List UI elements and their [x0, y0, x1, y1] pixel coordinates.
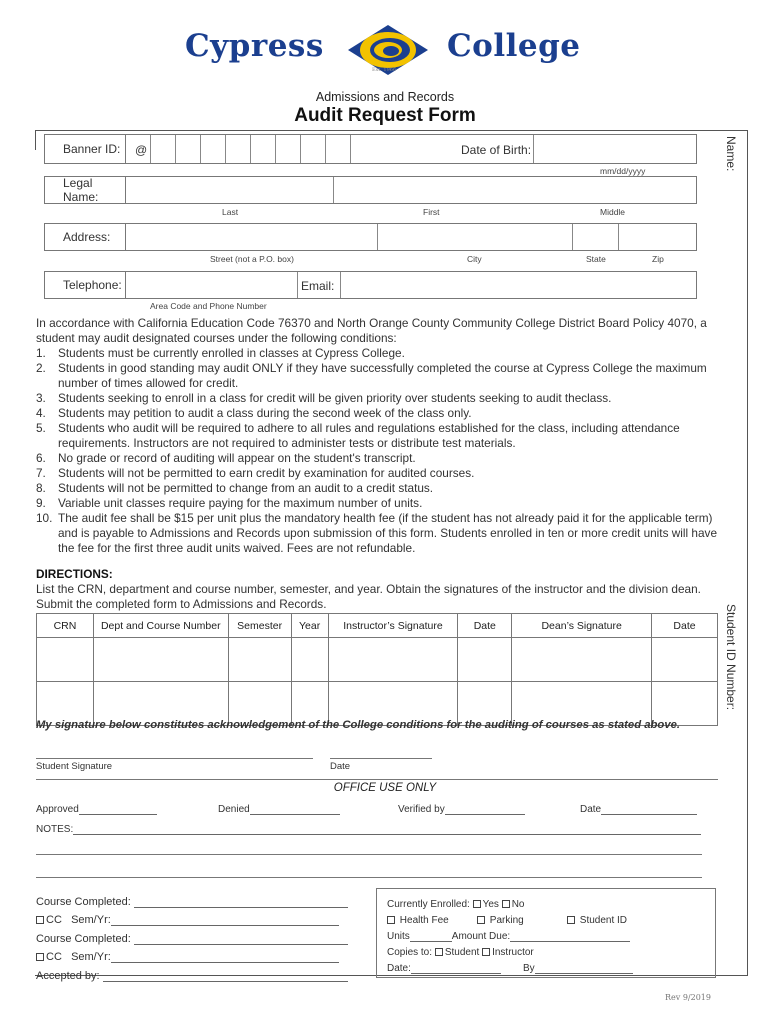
course-completed-1-line — [134, 897, 348, 908]
phone-hint: Area Code and Phone Number — [150, 301, 267, 311]
policy-item-number: 4. — [36, 406, 46, 420]
table-cell[interactable] — [291, 638, 328, 682]
banner-prefix: @ — [135, 143, 148, 157]
yes-checkbox[interactable] — [473, 900, 481, 908]
policy-item — [36, 391, 726, 406]
student-copy-label: Student — [444, 947, 480, 958]
policy-item-number: 3. — [36, 391, 46, 405]
form-title: Audit Request Form — [294, 105, 476, 126]
units-line — [410, 931, 452, 942]
banner-id-input[interactable] — [351, 135, 431, 163]
accepted-by-line — [103, 971, 348, 982]
side-label-student-id: Student ID Number: — [724, 604, 738, 711]
denied-field[interactable] — [218, 804, 340, 815]
cc-1-checkbox[interactable] — [36, 916, 44, 924]
instructor-copy-label: Instructor — [492, 947, 534, 958]
office-divider — [36, 779, 718, 780]
zip-hint: Zip — [652, 254, 664, 264]
banner-cell-divider — [225, 135, 226, 163]
course-completed-1-label: Course Completed: — [36, 896, 131, 908]
currently-enrolled-label: Currently Enrolled: — [387, 899, 470, 910]
acknowledgement-text: My signature below constitutes acknowledgement of the College conditions for the auditing of courses as stated above. — [36, 719, 681, 731]
yes-label: Yes — [482, 899, 499, 910]
state-hint: State — [586, 254, 606, 264]
copies-to-label: Copies to: — [387, 947, 433, 958]
table-cell[interactable] — [458, 638, 512, 682]
last-name-input[interactable] — [127, 177, 333, 203]
health-fee-label: Health Fee — [399, 915, 449, 926]
student-signature-line[interactable] — [36, 758, 313, 759]
verified-by-field[interactable] — [398, 804, 525, 815]
signature-date-label: Date — [330, 761, 351, 772]
logo-word-left: Cypress — [185, 28, 324, 64]
col-dept-course: Dept and Course Number — [93, 614, 228, 638]
policy-list — [36, 346, 726, 556]
policy-item-number: 8. — [36, 481, 46, 495]
copies-to-row — [387, 947, 534, 958]
parking-option[interactable] — [477, 915, 524, 926]
policy-item — [36, 421, 726, 451]
address-label: Address: — [45, 224, 126, 250]
logo-word-right: College — [447, 28, 581, 64]
instructor-copy-checkbox[interactable] — [482, 948, 490, 956]
college-logo — [185, 24, 585, 76]
approved-field[interactable] — [36, 804, 157, 815]
policy-item-text: Variable unit classes require paying for the maximum number of units. — [58, 496, 423, 510]
no-checkbox[interactable] — [502, 900, 510, 908]
table-cell[interactable] — [652, 638, 718, 682]
notes-line-3[interactable] — [36, 877, 702, 878]
svg-text:Est. 1966: Est. 1966 — [372, 67, 397, 73]
student-id-label: Student ID — [579, 915, 628, 926]
table-cell[interactable] — [93, 638, 228, 682]
box-date-line — [411, 963, 501, 974]
semyr-1-line — [111, 915, 339, 926]
banner-id-label: Banner ID: — [45, 135, 126, 163]
table-cell[interactable] — [37, 638, 94, 682]
policy-item — [36, 451, 726, 466]
directions-heading: DIRECTIONS: — [36, 567, 113, 581]
policy-item-text: The audit fee shall be $15 per unit plus the mandatory health fee (if the student has not already paid it for the applicable term) and is payable to Admissions and Records upon submission of this form. Students enrolled in ten or more credit units will have the fee for the first three audit units waived. Fees are not refundable. — [58, 511, 718, 555]
accepted-by-label: Accepted by: — [36, 970, 100, 982]
directions-text: List the CRN, department and course number, semester, and year. Obtain the signatures of the instructor and the division dean. Submit the completed form to Admissions and Records. — [36, 582, 701, 611]
policy-item-number: 7. — [36, 466, 46, 480]
banner-cell-divider — [175, 135, 176, 163]
health-fee-option[interactable] — [387, 915, 449, 926]
policy-item — [36, 496, 726, 511]
semyr-1-label: Sem/Yr: — [71, 914, 111, 926]
amount-due-label: Amount Due: — [451, 931, 511, 942]
banner-cell-divider — [150, 135, 151, 163]
currently-enrolled-row — [387, 899, 525, 910]
revision-label: Rev 9/2019 — [665, 993, 711, 1002]
policy-item-text: Students must be currently enrolled in classes at Cypress College. — [58, 346, 405, 360]
parking-checkbox[interactable] — [477, 916, 485, 924]
phone-divider — [297, 272, 298, 298]
approved-line — [79, 804, 157, 815]
amount-due-line — [510, 931, 630, 942]
notes-line — [73, 824, 701, 835]
table-cell[interactable] — [328, 638, 458, 682]
banner-cell-divider — [200, 135, 201, 163]
cc-2-checkbox[interactable] — [36, 953, 44, 961]
telephone-label: Telephone: — [45, 272, 126, 298]
policy-intro: In accordance with California Education Code 76370 and North Orange County Community College District Board Policy 4070, a student may audit designated courses under the following conditions: — [36, 316, 707, 345]
student-id-checkbox[interactable] — [567, 916, 575, 924]
signature-date-line[interactable] — [330, 758, 432, 759]
course-completed-2[interactable] — [36, 933, 348, 945]
policy-item-number: 6. — [36, 451, 46, 465]
email-label: Email: — [301, 279, 335, 293]
banner-cell-divider — [250, 135, 251, 163]
policy-item-text: Students in good standing may audit ONLY if they have successfully completed the course at Cypress College the maximum number of times allowed for credit. — [58, 361, 707, 390]
no-label: No — [511, 899, 525, 910]
course-completed-2-line — [134, 934, 348, 945]
office-date-label: Date — [580, 804, 602, 815]
address-row — [44, 223, 697, 251]
email-input[interactable] — [341, 272, 696, 298]
table-cell[interactable] — [228, 638, 291, 682]
street-hint: Street (not a P.O. box) — [210, 254, 294, 264]
policy-item-number: 2. — [36, 361, 46, 375]
health-fee-checkbox[interactable] — [387, 916, 395, 924]
policy-item-text: Students seeking to enroll in a class for credit will be given priority over students seeking to audit theclass. — [58, 391, 612, 405]
city-input[interactable] — [378, 224, 572, 250]
dob-input[interactable] — [534, 135, 696, 163]
approved-label: Approved — [36, 804, 79, 815]
notes-field[interactable] — [36, 824, 701, 835]
office-status-box — [376, 888, 716, 978]
table-row — [37, 638, 718, 682]
legal-name-label: Legal Name: — [45, 177, 126, 203]
col-dean-signature: Dean’s Signature — [512, 614, 652, 638]
cc-semyr-1[interactable] — [36, 914, 339, 926]
denied-label: Denied — [218, 804, 250, 815]
cc-2-label: CC — [46, 951, 62, 963]
banner-cell-divider — [300, 135, 301, 163]
banner-id-row — [44, 134, 697, 164]
units-label: Units — [387, 931, 410, 942]
policy-text — [36, 316, 726, 556]
policy-item — [36, 346, 726, 361]
semyr-2-label: Sem/Yr: — [71, 951, 111, 963]
notes-label: NOTES: — [36, 824, 74, 835]
table-cell[interactable] — [512, 638, 652, 682]
zip-input[interactable] — [619, 224, 696, 250]
cc-1-label: CC — [46, 914, 62, 926]
middle-hint: Middle — [600, 207, 626, 217]
semyr-2-line — [111, 952, 339, 963]
accepted-by[interactable] — [36, 970, 348, 982]
verified-by-line — [445, 804, 525, 815]
state-input[interactable] — [573, 224, 618, 250]
policy-item-text: Students will not be permitted to earn credit by examination for audited courses. — [58, 466, 475, 480]
office-use-title: OFFICE USE ONLY — [333, 782, 437, 794]
telephone-input[interactable] — [127, 272, 297, 298]
last-hint: Last — [222, 207, 239, 217]
first-hint: First — [423, 207, 440, 217]
student-id-option[interactable] — [567, 915, 627, 926]
frame-corner — [35, 130, 36, 150]
denied-line — [250, 804, 340, 815]
student-copy-checkbox[interactable] — [435, 948, 443, 956]
box-by-label: By — [523, 963, 535, 974]
policy-item — [36, 481, 726, 496]
logo-swirl-icon — [338, 24, 438, 76]
policy-item-number: 5. — [36, 421, 46, 435]
policy-item — [36, 466, 726, 481]
dob-label: Date of Birth: — [461, 143, 532, 157]
col-year: Year — [291, 614, 328, 638]
telephone-row — [44, 271, 697, 299]
banner-cell-divider — [275, 135, 276, 163]
first-middle-name-input[interactable] — [334, 177, 696, 203]
box-by-line — [535, 963, 633, 974]
col-crn: CRN — [37, 614, 94, 638]
student-signature-label: Student Signature — [36, 761, 113, 772]
policy-item-text: Students may petition to audit a class during the second week of the class only. — [58, 406, 472, 420]
policy-item-text: No grade or record of auditing will appear on the student's transcript. — [58, 451, 416, 465]
side-label-name: Name: — [724, 136, 738, 172]
col-date: Date — [458, 614, 512, 638]
col-date-2: Date — [652, 614, 718, 638]
street-input[interactable] — [127, 224, 377, 250]
directions-section — [36, 567, 721, 612]
city-hint: City — [467, 254, 482, 264]
col-semester: Semester — [228, 614, 291, 638]
policy-item — [36, 406, 726, 421]
course-table — [36, 613, 718, 726]
course-table-header — [37, 614, 718, 638]
policy-item — [36, 361, 726, 391]
policy-item — [36, 511, 726, 556]
box-date-label: Date: — [387, 963, 411, 974]
parking-label: Parking — [489, 915, 524, 926]
policy-item-number: 9. — [36, 496, 46, 510]
course-completed-1[interactable] — [36, 896, 348, 908]
office-date-field[interactable] — [580, 804, 697, 815]
course-completed-2-label: Course Completed: — [36, 933, 131, 945]
notes-line-2[interactable] — [36, 854, 702, 855]
box-date-row[interactable] — [387, 963, 501, 974]
dob-format-hint: mm/dd/yyyy — [600, 166, 646, 176]
banner-cell-divider — [325, 135, 326, 163]
units-amount-row[interactable] — [387, 931, 630, 942]
department-name: Admissions and Records — [315, 90, 455, 104]
legal-name-row — [44, 176, 697, 204]
policy-item-number: 1. — [36, 346, 46, 360]
policy-item-number: 10. — [36, 511, 53, 525]
cc-semyr-2[interactable] — [36, 951, 339, 963]
box-by-row[interactable] — [523, 963, 633, 974]
office-date-line — [601, 804, 697, 815]
verified-by-label: Verified by — [398, 804, 445, 815]
policy-item-text: Students who audit will be required to adhere to all rules and regulations established for the class, including attendance requirements. Instructors are not required to administer tests or distribute test materials. — [58, 421, 680, 450]
col-instructor-signature: Instructor’s Signature — [328, 614, 458, 638]
policy-item-text: Students will not be permitted to change from an audit to a credit status. — [58, 481, 434, 495]
